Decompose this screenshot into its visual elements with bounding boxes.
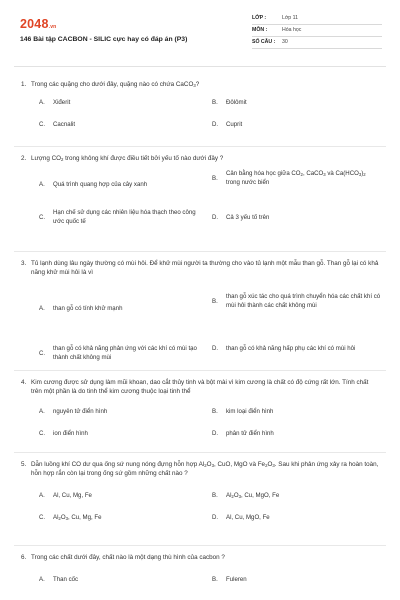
option-a[interactable]: A. Quá trình quang hợp của cây xanh	[39, 181, 148, 189]
document-title: 146 Bài tập CACBON - SILIC cực hay có đáp án (P3)	[20, 36, 188, 43]
document-meta	[252, 13, 382, 49]
meta-key: MÔN :	[252, 26, 268, 33]
question-number: 6.	[21, 554, 27, 561]
document-header	[14, 13, 386, 57]
question-divider	[14, 545, 386, 546]
question-divider	[14, 452, 386, 453]
meta-row-grade	[252, 13, 382, 25]
option-a[interactable]: A. Xiđerit	[39, 99, 71, 107]
option-b[interactable]: B. Cân bằng hóa học giữa $CO_2$, CaCO$_3$ và $Ca(HCO_3)_2$ trong nước biển	[212, 170, 366, 187]
question-2	[14, 154, 386, 226]
question-text: Trong các quặng cho dưới đây, quặng nào có chứa CaCO$_3$?	[31, 81, 200, 88]
question-number: 3.	[21, 260, 27, 267]
question-stem	[14, 259, 386, 277]
option-d[interactable]: D. Al, Cu, MgO, Fe	[212, 514, 270, 522]
meta-value: Lớp 11	[282, 14, 298, 21]
meta-value: 30	[282, 38, 288, 45]
question-3	[14, 259, 386, 362]
question-stem	[14, 553, 386, 562]
question-1	[14, 80, 386, 129]
meta-key: SỐ CÂU :	[252, 38, 276, 45]
option-d[interactable]: D. Cuprit	[212, 121, 243, 129]
options	[14, 95, 386, 129]
question-number: 4.	[21, 379, 27, 386]
option-a[interactable]: A. nguyên tử điển hình	[39, 408, 108, 416]
meta-value: Hóa học	[282, 26, 302, 33]
option-d[interactable]: D. than gỗ có khả năng hấp phụ các khí có mùi hôi	[212, 345, 356, 353]
question-stem	[14, 80, 386, 89]
question-number: 5.	[21, 461, 27, 468]
question-stem	[14, 378, 386, 396]
option-a[interactable]: A. Than cốc	[39, 576, 79, 584]
meta-key: LỚP :	[252, 14, 267, 21]
option-b[interactable]: B. than gỗ xúc tác cho quá trình chuyển hóa các chất khí có mùi hôi thành các chất không mùi	[212, 293, 381, 310]
question-stem	[14, 154, 386, 163]
question-text: Dẫn luồng khí CO dư qua ống sứ nung nóng đựng hỗn hợp $Al_2O_3$, CuO, MgO và $Fe_2O_3$. Sau khi phản ứng xảy ra hoàn toàn, hỗn hợp rắn còn lại trong ống sứ gồm những chất nào ?	[31, 461, 379, 478]
question-text: Lượng $CO_2$ trong không khí được điều tiết bởi yếu tố nào dưới đây ?	[31, 155, 224, 162]
option-a[interactable]: A. Al, Cu, Mg, Fe	[39, 492, 92, 500]
option-b[interactable]: B. kim loại điển hình	[212, 408, 274, 416]
question-4	[14, 378, 386, 438]
option-c[interactable]: C. $Al_2O_3$, Cu, Mg, Fe	[39, 514, 102, 522]
question-number: 1.	[21, 81, 27, 88]
question-text: Kim cương được sử dụng làm mũi khoan, dao cắt thủy tinh và bột mài vì kim cương là chất có độ cứng rất lớn. Tính chất trên một phần là do tinh thể kim cương thuộc loại tinh thể	[31, 379, 369, 396]
option-c[interactable]: C. Hạn chế sử dụng các nhiên liệu hóa thạch theo công ước quốc tế	[39, 209, 196, 226]
option-c[interactable]: C. Cacnalit	[39, 121, 76, 129]
option-d[interactable]: D. phân tử điển hình	[212, 430, 274, 438]
question-divider	[14, 251, 386, 252]
option-b[interactable]: B. Fuleren	[212, 576, 247, 584]
header-divider	[14, 66, 386, 67]
question-text: Trong các chất dưới đây, chất nào là một dạng thù hình của cacbon ?	[31, 554, 225, 561]
question-number: 2.	[21, 155, 27, 162]
option-c[interactable]: C. than gỗ có khả năng phản ứng với các khí có mùi tạo thành chất không mùi	[39, 345, 197, 362]
meta-row-subject	[252, 25, 382, 37]
question-text: Tủ lạnh dùng lâu ngày thường có mùi hôi. Để khử mùi người ta thường cho vào tủ lạnh một mẫu than gỗ. Than gỗ lại có khả năng khử mùi hôi là vì	[31, 260, 379, 277]
question-stem	[14, 460, 386, 478]
meta-row-count	[252, 37, 382, 49]
question-divider	[14, 146, 386, 147]
question-5	[14, 460, 386, 522]
option-a[interactable]: A. than gỗ có tính khử mạnh	[39, 305, 123, 313]
question-divider	[14, 370, 386, 371]
question-6	[14, 553, 386, 584]
option-b[interactable]: B. Đôlômit	[212, 99, 247, 107]
site-logo[interactable]: 2048.vn	[20, 17, 57, 31]
option-c[interactable]: C. ion điển hình	[39, 430, 88, 438]
option-d[interactable]: D. Cả 3 yếu tố trên	[212, 214, 270, 222]
option-b[interactable]: B. $Al_2O_3$, Cu, MgO, Fe	[212, 492, 280, 500]
